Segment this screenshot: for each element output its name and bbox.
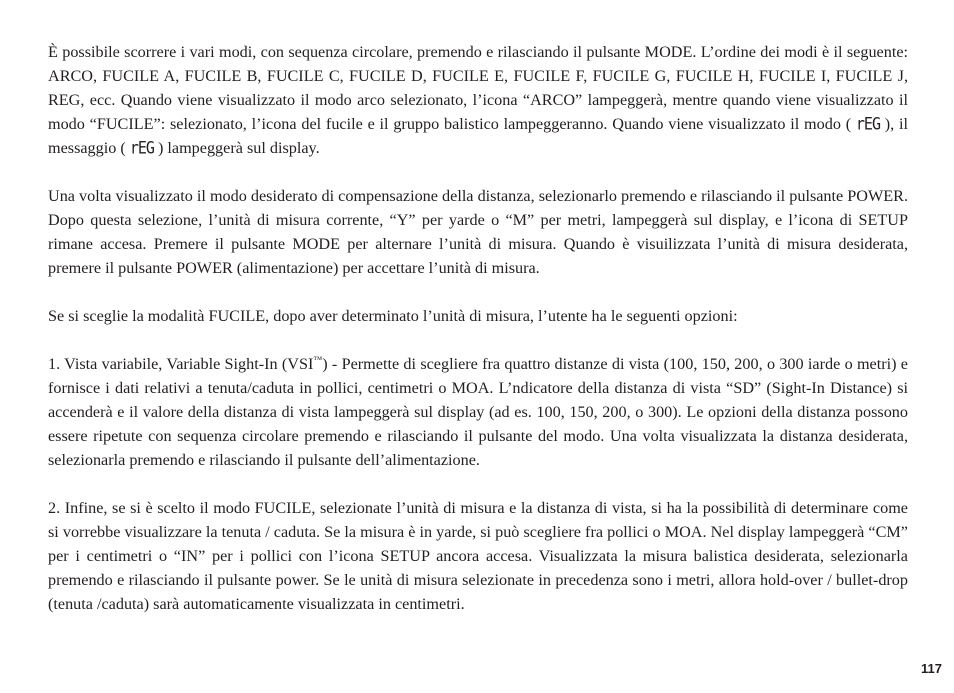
paragraph-text: ) lampeggerà sul display. (157, 139, 320, 157)
paragraph-rifle-options-intro: Se si sceglie la modalità FUCILE, dopo aver determinato l’unità di misura, l’utente ha le seguenti opzioni: (48, 307, 738, 325)
paragraph-text: 1. Vista variabile, Variable Sight-In (VSI (48, 355, 314, 373)
reg-display-glyph: rEG (855, 114, 880, 134)
paragraph-option-2-holdover: 2. Infine, se si è scelto il modo FUCILE, selezionate l’unità di misura e la distanza di vista, si ha la possibilità di determinare come si vorrebbe visualizzare la tenuta / caduta. Se la misura è in yarde, si può scegliere fra pollici o MOA. Nel display lampeggerà “CM” per i centimetri o “IN” per i pollici con l’icona SETUP ancora accesa. Visualizzata la misura balistica desiderata, selezionarla premendo e rilasciando il pulsante power. Se le unità di misura selezionate in precedenza sono i metri, allora hold-over / bullet-drop (tenuta /caduta) sarà automaticamente visualizzata in centimetri. (48, 499, 908, 613)
paragraph-text: ), il messaggio ( (48, 115, 909, 157)
reg-display-glyph: rEG (129, 138, 154, 158)
paragraph-text: ) - Permette di scegliere fra quattro distanze di vista (100, 150, 200, o 300 iarde o metri) e fornisce i dati relativi a tenuta/caduta in pollici, centimetri o MOA. L’ndicatore della distanza di vista “SD” (Sight-In Distance) si accenderà e il valore della distanza di vista lampeggerà sul display (ad es. 100, 150, 200, o 300). Le opzioni della distanza possono essere ripetute con sequenza circolare premendo e rilasciando il pulsante del modo. Una volta visualizzata la distanza desiderata, selezionarla premendo e rilasciando il pulsante dell’alimentazione. (48, 355, 908, 469)
page-body (48, 40, 908, 616)
paragraph-option-1-vsi (48, 352, 908, 472)
paragraph-unit-selection: Una volta visualizzato il modo desiderato di compensazione della distanza, selezionarlo premendo e rilasciando il pulsante POWER. Dopo questa selezione, l’unità di misura corrente, “Y” per yarde o “M” per metri, lampeggerà sul display, e l’icona di SETUP rimane accesa. Premere il pulsante MODE per alternare l’unità di misura. Quando è visuilizzata l’unità di misura desiderata, premere il pulsante POWER (alimentazione) per accettare l’unità di misura. (48, 187, 908, 277)
paragraph-text: È possibile scorrere i vari modi, con sequenza circolare, premendo e rilasciando il pulsante MODE. L’ordine dei modi è il seguente: ARCO, FUCILE A, FUCILE B, FUCILE C, FUCILE D, FUCILE E, FUCILE F, FUCILE G, FUCILE H, FUCILE I, FUCILE J, REG, ecc. Quando viene visualizzato il modo arco selezionato, l’icona “ARCO” lampeggerà, mentre quando viene visualizzato il modo “FUCILE”: selezionato, l’icona del fucile e il gruppo balistico lampeggeranno. Quando viene visualizzato il modo ( (48, 43, 908, 133)
paragraph-mode-cycle (48, 40, 908, 160)
page-number: 117 (921, 661, 942, 676)
trademark-symbol: ™ (313, 354, 323, 365)
